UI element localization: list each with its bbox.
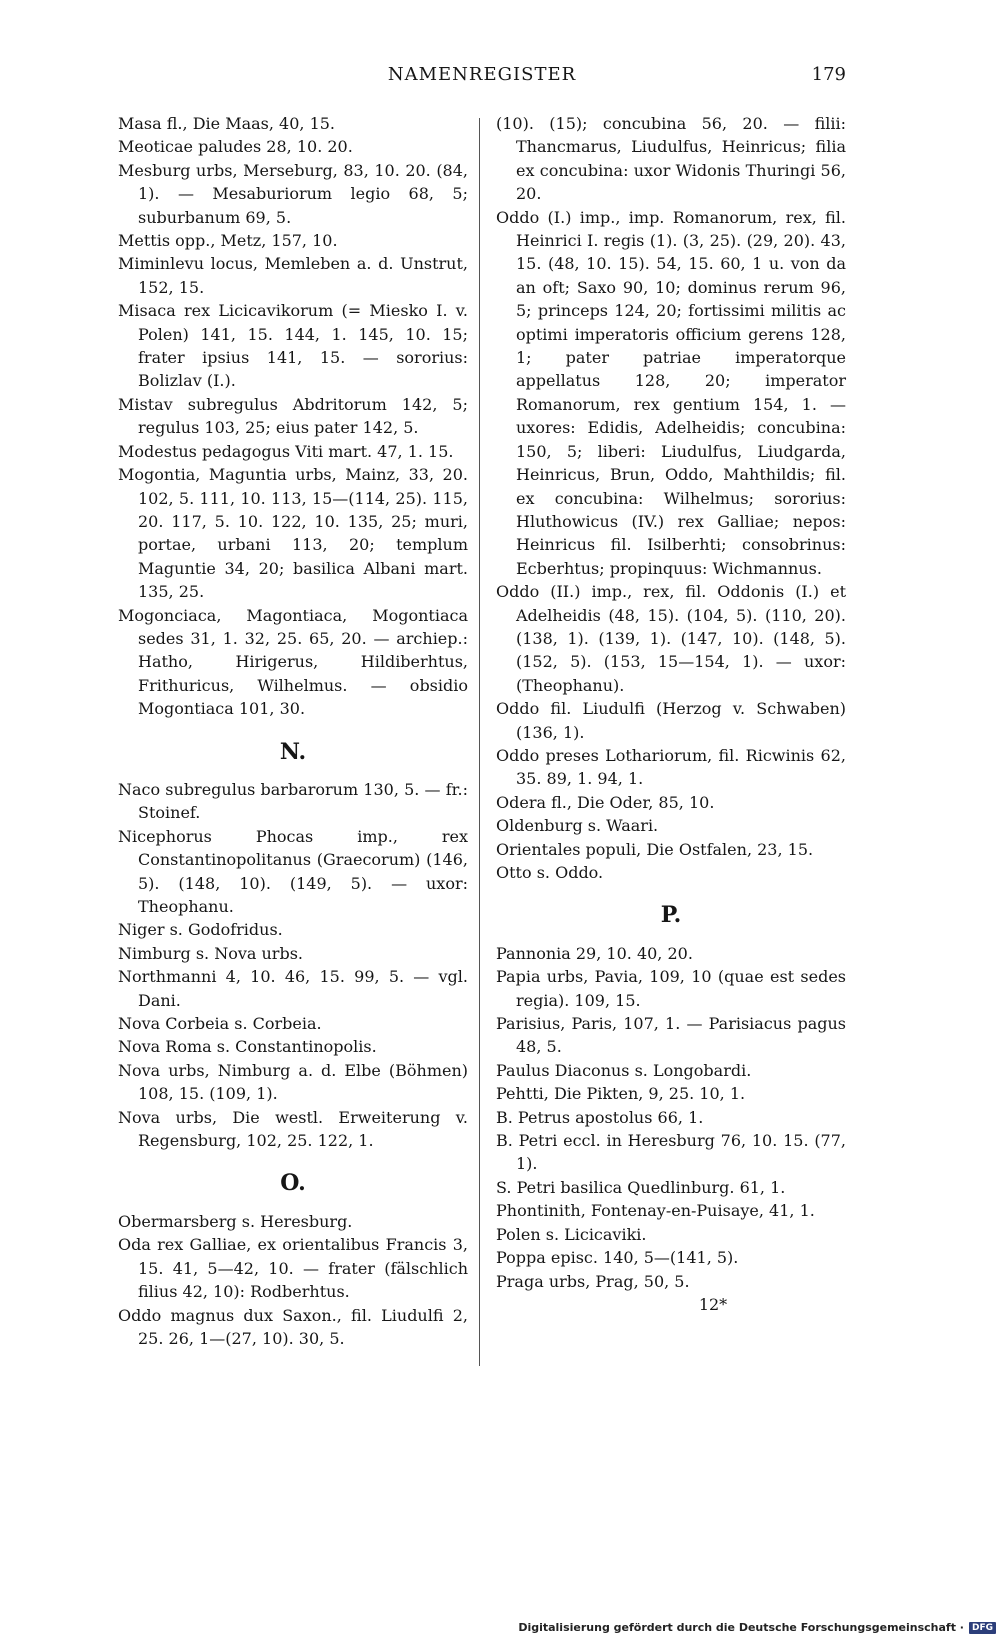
index-entry: Nicephorus Phocas imp., rex Constantinopolitanus (Graecorum) (146, 5). (148, 10). (149, 5). — uxor: Theophanu. <box>118 826 468 916</box>
index-entry: Papia urbs, Pavia, 109, 10 (quae est sedes regia). 109, 15. <box>496 967 846 1010</box>
footer <box>518 1621 996 1634</box>
signature-mark: 12* <box>698 1294 728 1314</box>
index-entry: Orientales populi, Die Ostfalen, 23, 15. <box>496 839 814 859</box>
index-entry: Naco subregulus barbarorum 130, 5. — fr.: Stoinef. <box>118 779 468 823</box>
index-entry: Miminlevu locus, Memleben a. d. Unstrut, 152, 15. <box>118 254 468 297</box>
section-letter: P. <box>660 902 682 929</box>
index-entry: Pehtti, Die Pikten, 9, 25. 10, 1. <box>496 1084 746 1104</box>
section-letter: N. <box>279 738 307 765</box>
dfg-logo: DFG <box>969 1622 996 1634</box>
index-entry: B. Petrus apostolus 66, 1. <box>496 1107 704 1127</box>
index-entry: Modestus pedagogus Viti mart. 47, 1. 15. <box>118 441 454 461</box>
index-entry: Mettis opp., Metz, 157, 10. <box>118 231 338 251</box>
index-entry: Northmanni 4, 10. 46, 15. 99, 5. — vgl. Dani. <box>118 967 468 1010</box>
index-entry: Nova Corbeia s. Corbeia. <box>118 1014 322 1034</box>
index-entry: Otto s. Oddo. <box>496 863 604 882</box>
index-entry: Oldenburg s. Waari. <box>496 816 659 836</box>
section-letter: O. <box>280 1170 306 1197</box>
column-divider <box>479 118 480 1366</box>
index-entry: Oddo preses Lothariorum, fil. Ricwinis 62, 35. 89, 1. 94, 1. <box>496 745 846 789</box>
index-entry: Mesburg urbs, Merseburg, 83, 10. 20. (84, 1). — Mesaburiorum legio 68, 5; suburbanum 69, 5. <box>118 160 468 227</box>
index-entry: Oddo (I.) imp., imp. Romanorum, rex, fil. Heinrici I. regis (1). (3, 25). (29, 20). 43, 15. (48, 10. 15). 54, 15. 60, 1 u. von da an oft; Saxo 90, 10; dominus rerum 96, 5; princeps 124, 20; fortissimi militis ac optimi imperatoris officium gerens 128, 1; pater patriae imperatorque appellatus 128, 20; imperator Romanorum, rex gentium 154, 1. — uxores: Edidis, Adelheidis; concubina: 150, 5; liberi: Liudulfus, Liudgarda, Heinricus, Brun, Oddo, Mahthildis; fil. ex concubina: Wilhelmus; sororius: Hluthowicus (IV.) rex Galliae; nepos: Heinricus fil. Isilberhti; consobrinus: Ecberhtus; propinquus: Wichmannus. <box>496 207 846 578</box>
index-entry: Paulus Diaconus s. Longobardi. <box>496 1060 752 1080</box>
index-entry: Misaca rex Licicavikorum (= Miesko I. v. Polen) 141, 15. 144, 1. 145, 10. 15; frater ipsius 141, 15. — sororius: Bolizlav (I.). <box>118 301 468 391</box>
index-entry: Polen s. Licicaviki. <box>496 1224 647 1244</box>
index-entry: Meoticae paludes 28, 10. 20. <box>118 137 353 157</box>
index-entry: (10). (15); concubina 56, 20. — filii: Thancmarus, Liudulfus, Heinricus; filia ex concubina: uxor Widonis Thuringi 56, 20. <box>496 114 846 204</box>
index-entry: Oddo magnus dux Saxon., fil. Liudulfi 2, 25. 26, 1—(27, 10). 30, 5. <box>118 1305 468 1348</box>
page-number: 179 <box>811 64 846 85</box>
index-entry: Pannonia 29, 10. 40, 20. <box>496 943 693 963</box>
index-entry: Mistav subregulus Abdritorum 142, 5; regulus 103, 25; eius pater 142, 5. <box>118 394 468 438</box>
index-entry: Obermarsberg s. Heresburg. <box>118 1211 353 1231</box>
left-column <box>118 112 468 1350</box>
index-entry: Oddo fil. Liudulfi (Herzog v. Schwaben) (136, 1). <box>496 699 846 742</box>
page-header <box>118 64 846 94</box>
index-entry: Oda rex Galliae, ex orientalibus Francis 3, 15. 41, 5—42, 10. — frater (fälschlich filius 42, 10): Rodberhtus. <box>118 1235 468 1302</box>
index-entry: Nova Roma s. Constantinopolis. <box>118 1037 377 1057</box>
index-entry: Mogontia, Maguntia urbs, Mainz, 33, 20. 102, 5. 111, 10. 113, 15—(114, 25). 115, 20. 117, 5. 10. 122, 10. 135, 25; muri, portae, urbani 113, 20; templum Maguntie 34, 20; basilica Albani mart. 135, 25. <box>118 465 468 602</box>
index-entry: Mogonciaca, Magontiaca, Mogontiaca sedes 31, 1. 32, 25. 65, 20. — archiep.: Hatho, Hirigerus, Hildiberhtus, Frithuricus, Wilhelmus. — obsidio Mogontiaca 101, 30. <box>118 605 468 719</box>
index-entry: S. Petri basilica Quedlinburg. 61, 1. <box>496 1177 786 1197</box>
index-entry: Poppa episc. 140, 5—(141, 5). <box>496 1248 739 1268</box>
index-entry: Odera fl., Die Oder, 85, 10. <box>496 792 715 812</box>
index-entry: Masa fl., Die Maas, 40, 15. <box>118 114 336 133</box>
page-title: NAMENREGISTER <box>387 64 577 85</box>
index-entry: Praga urbs, Prag, 50, 5. <box>496 1271 690 1291</box>
index-entry: Nova urbs, Nimburg a. d. Elbe (Böhmen) 108, 15. (109, 1). <box>118 1060 468 1104</box>
right-column <box>496 112 846 1332</box>
index-entry: Nova urbs, Die westl. Erweiterung v. Regensburg, 102, 25. 122, 1. <box>118 1107 468 1151</box>
index-entry: Niger s. Godofridus. <box>118 920 283 940</box>
footer-credit: Digitalisierung gefördert durch die Deutsche Forschungsgemeinschaft · <box>518 1621 964 1634</box>
index-entry: Parisius, Paris, 107, 1. — Parisiacus pagus 48, 5. <box>496 1014 846 1057</box>
index-entry: B. Petri eccl. in Heresburg 76, 10. 15. (77, 1). <box>496 1131 846 1174</box>
index-entry: Nimburg s. Nova urbs. <box>118 943 303 963</box>
index-entry: Oddo (II.) imp., rex, fil. Oddonis (I.) et Adelheidis (48, 15). (104, 5). (110, 20). (138, 1). (139, 1). (147, 10). (148, 5). (152, 5). (153, 15—154, 1). — uxor: (Theophanu). <box>496 582 846 695</box>
index-entry: Phontinith, Fontenay-en-Puisaye, 41, 1. <box>496 1201 815 1221</box>
